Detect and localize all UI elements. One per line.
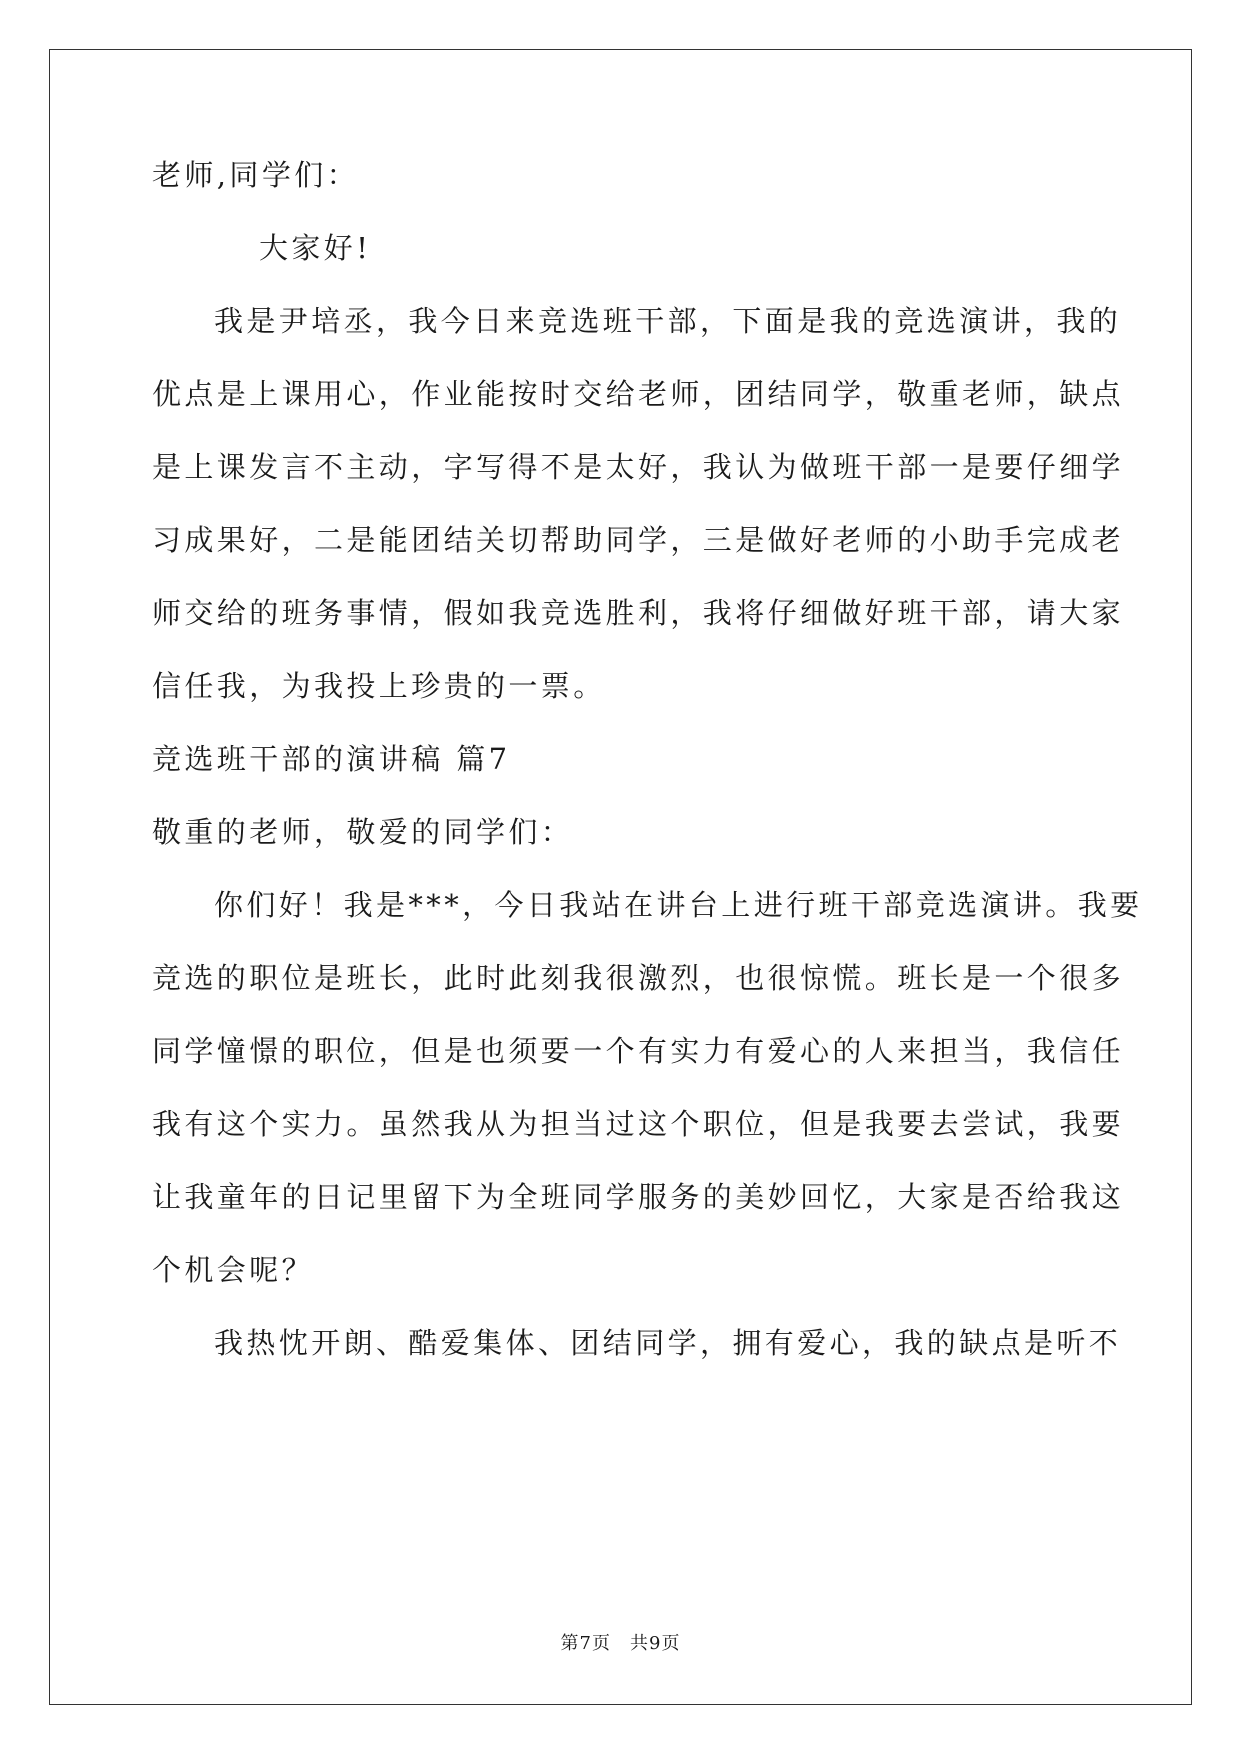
section-heading: 竞选班干部的演讲稿 篇7	[152, 742, 511, 776]
paragraph-line: 我是尹培丞，我今日来竞选班干部，下面是我的竞选演讲，我的	[214, 304, 1122, 338]
page-number: 第7页 共9页	[560, 1633, 681, 1654]
paragraph-line: 优点是上课用心，作业能按时交给老师，团结同学，敬重老师，缺点	[152, 377, 1125, 411]
paragraph-line: 我有这个实力。虽然我从为担当过这个职位，但是我要去尝试，我要	[152, 1107, 1125, 1141]
paragraph-line: 师交给的班务事情，假如我竞选胜利，我将仔细做好班干部，请大家	[152, 596, 1125, 630]
paragraph-line: 个机会呢？	[152, 1253, 315, 1287]
paragraph-line: 是上课发言不主动，字写得不是太好，我认为做班干部一是要仔细学	[152, 450, 1125, 484]
page-border	[49, 49, 1192, 1705]
hello-line: 大家好!	[259, 231, 372, 265]
paragraph-line: 让我童年的日记里留下为全班同学服务的美妙回忆，大家是否给我这	[152, 1180, 1125, 1214]
paragraph-line: 你们好！我是***，今日我站在讲台上进行班干部竞选演讲。我要	[214, 888, 1143, 922]
salutation-line: 敬重的老师，敬爱的同学们：	[152, 815, 574, 849]
paragraph-line: 同学憧憬的职位，但是也须要一个有实力有爱心的人来担当，我信任	[152, 1034, 1125, 1068]
paragraph-line: 习成果好，二是能团结关切帮助同学，三是做好老师的小助手完成老	[152, 523, 1125, 557]
paragraph-line: 我热忱开朗、酷爱集体、团结同学，拥有爱心，我的缺点是听不	[214, 1326, 1122, 1360]
paragraph-line: 信任我，为我投上珍贵的一票。	[152, 669, 606, 703]
greeting-line: 老师,同学们：	[152, 158, 360, 192]
paragraph-line: 竞选的职位是班长，此时此刻我很激烈，也很惊慌。班长是一个很多	[152, 961, 1125, 995]
